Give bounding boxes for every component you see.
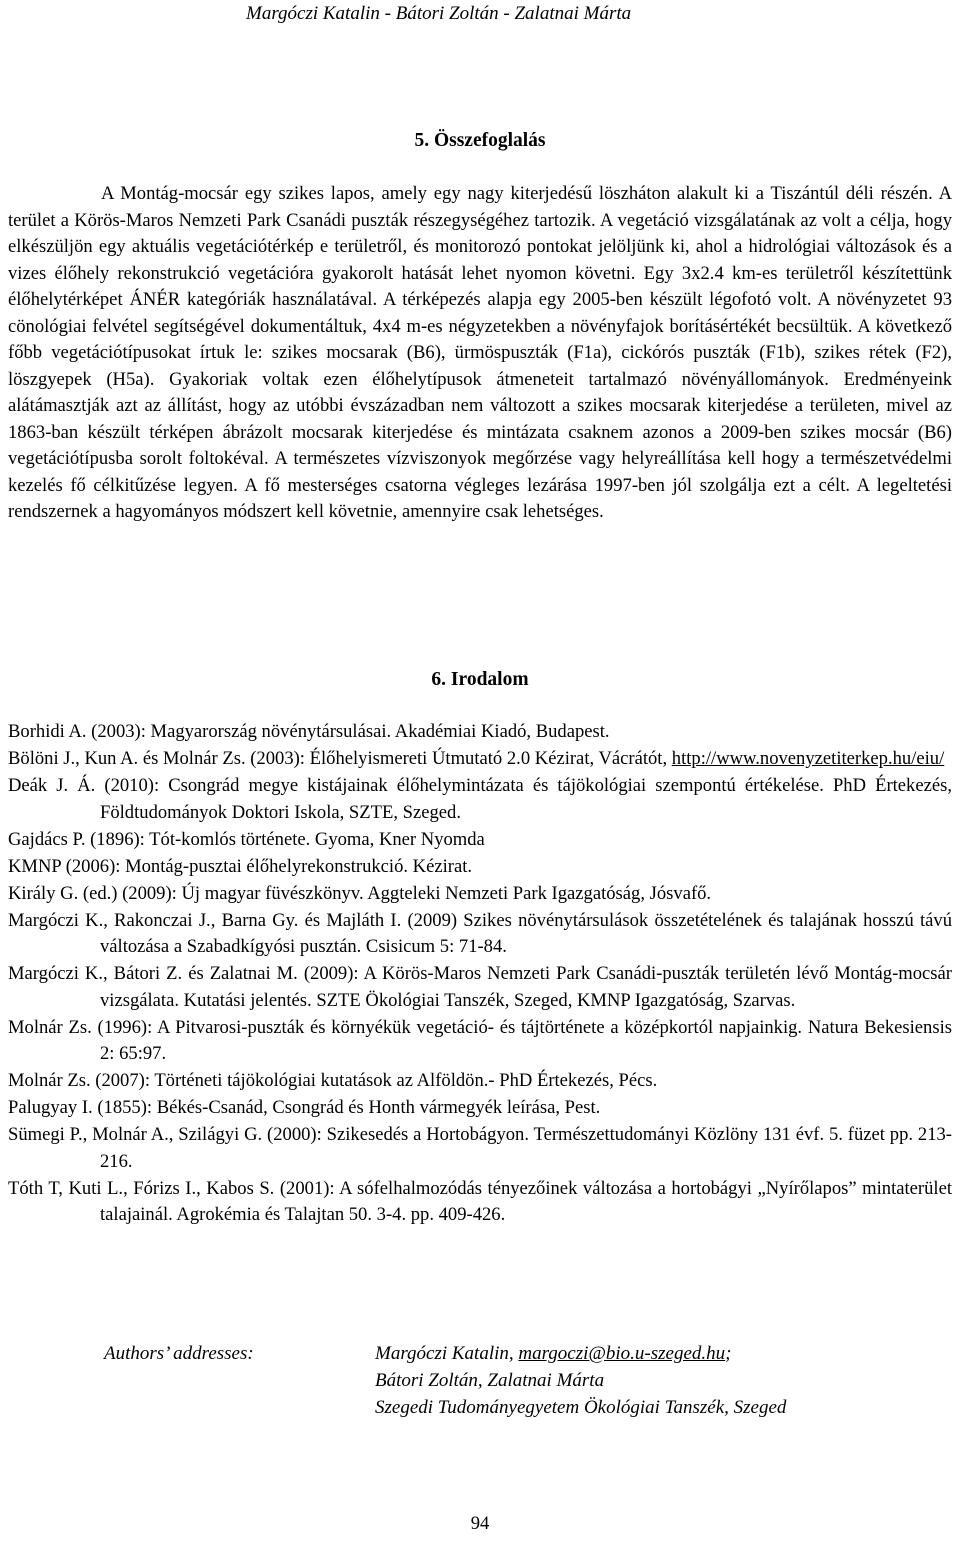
reference-item xyxy=(8,827,952,854)
email-link[interactable]: margoczi@bio.u-szeged.hu xyxy=(518,1343,726,1364)
page-number: 94 xyxy=(470,1513,490,1534)
reference-list xyxy=(8,719,952,1229)
reference-text: Margóczi K., Bátori Z. és Zalatnai M. (2009): A Körös-Maros Nemzeti Park Csanádi-puszták területén lévő Montág-mocsár vizsgálata. Kutatási jelentés. SZTE Ökológiai Tanszék, Szeged, KMNP Igazgatóság, Szarvas. xyxy=(8,963,952,1011)
reference-item xyxy=(8,1095,952,1122)
reference-item xyxy=(8,719,952,746)
reference-text: Gajdács P. (1896): Tót-komlós története. Gyoma, Kner Nyomda xyxy=(8,828,485,850)
reference-text: Király G. (ed.) (2009): Új magyar füvészkönyv. Aggteleki Nemzeti Park Igazgatóság, Jósvafő. xyxy=(8,882,712,904)
address-line-2: Bátori Zoltán, Zalatnai Márta xyxy=(375,1370,605,1391)
references-heading: 6. Irodalom xyxy=(431,669,529,690)
reference-item xyxy=(8,1122,952,1175)
reference-text: Borhidi A. (2003): Magyarország növénytársulásai. Akadémiai Kiadó, Budapest. xyxy=(8,721,610,742)
reference-text: Molnár Zs. (2007): Történeti tájökológiai kutatások az Alföldön.- PhD Értekezés, Pécs. xyxy=(8,1070,658,1091)
reference-item xyxy=(8,881,952,908)
reference-item xyxy=(8,908,952,961)
reference-item xyxy=(8,1068,952,1095)
reference-item xyxy=(8,961,952,1014)
address-line-3: Szegedi Tudományegyetem Ökológiai Tanszék, Szeged xyxy=(375,1397,787,1418)
addresses-block xyxy=(375,1340,955,1421)
reference-item xyxy=(8,773,952,826)
address-punctuation: ; xyxy=(725,1343,732,1364)
summary-heading: 5. Összefoglalás xyxy=(414,130,546,151)
reference-item xyxy=(8,746,952,773)
reference-link[interactable]: http://www.novenyzetiterkep.hu/eiu/ xyxy=(671,748,945,769)
summary-paragraph: A Montág-mocsár egy szikes lapos, amely egy nagy kiterjedésű löszháton alakult ki a Tiszántúl déli részén. A terület a Körös-Maros Nemzeti Park Csanádi puszták részegységéhez tartozik. A vegetáció vizsgálatának az volt a célja, hogy elkészüljön egy aktuális vegetációtérkép e területről, és monitorozó pontokat jelöljünk ki, ahol a hidrológiai változások és a vizes élőhely rekonstrukció vegetációra gyakorolt hatását lehet nyomon követni. Egy 3x2.4 km-es területről készítettünk élőhelytérképet ÁNÉR kategóriák használatával. A térképezés alapja egy 2005-ben készült légofotó volt. A növényzetet 93 cönológiai felvétel segítségével dokumentáltuk, 4x4 m-es négyzetekben a növényfajok borításértékét becsültük. A következő főbb vegetációtípusokat írtuk le: szikes mocsarak (B6), ürmöspuszták (F1a), cickórós puszták (F1b), szikes rétek (F2), löszgyepek (H5a). Gyakoriak voltak ezen élőhelytípusok átmeneteit tartalmazó növényállományok. Eredményeink alátámasztják azt az állítást, hogy az utóbbi évszázadban nem változott a szikes mocsarak kiterjedése a területen, mivel az 1863-ban készült térképen ábrázolt mocsarak kiterjedése és mintázata csaknem azonos a 2009-ben szikes mocsár (B6) vegetációtípusba sorolt foltokéval. A természetes vízviszonyok megőrzése vagy helyreállítása kell hogy a természetvédelmi kezelés fő célkitűzése legyen. A fő mesterséges csatorna végleges lezárása 1997-ben jól szolgálja ezt a célt. A legeltetési rendszernek a hagyományos módszert kell követnie, amennyire csak lehetséges. xyxy=(8,183,952,522)
reference-text: Margóczi K., Rakonczai J., Barna Gy. és Majláth I. (2009) Szikes növénytársulások összetételének és talajának hosszú távú változása a Szabadkígyósi pusztán. Csisicum 5: 71-84. xyxy=(8,909,952,957)
reference-text: Sümegi P., Molnár A., Szilágyi G. (2000): Szikesedés a Hortobágyon. Természettudományi Közlöny 131 évf. 5. füzet pp. 213-216. xyxy=(8,1124,952,1172)
reference-text: Deák J. Á. (2010): Csongrád megye kistájainak élőhelymintázata és tájökológiai szempontú értékelése. PhD Értekezés, Földtudományok Doktori Iskola, SZTE, Szeged. xyxy=(8,775,952,823)
running-header: Margóczi Katalin - Bátori Zoltán - Zalatnai Márta xyxy=(246,3,632,24)
reference-text: KMNP (2006): Montág-pusztai élőhelyrekonstrukció. Kézirat. xyxy=(8,855,473,877)
address-line-1 xyxy=(375,1340,955,1367)
addresses-label: Authors’ addresses: xyxy=(104,1343,254,1364)
reference-text: Bölöni J., Kun A. és Molnár Zs. (2003): Élőhelyismereti Útmutató 2.0 Kézirat, Vácrátót, xyxy=(8,748,668,769)
reference-text: Tóth T, Kuti L., Fórizs I., Kabos S. (2001): A sófelhalmozódás tényezőinek változása a hortobágyi „Nyírőlapos” mintaterület talajainál. Agrokémia és Talajtan 50. 3-4. pp. 409-426. xyxy=(8,1177,952,1225)
reference-item xyxy=(8,1015,952,1068)
reference-text: Palugyay I. (1855): Békés-Csanád, Csongrád és Honth vármegyék leírása, Pest. xyxy=(8,1097,601,1118)
reference-text: Molnár Zs. (1996): A Pitvarosi-puszták és környékük vegetáció- és tájtörténete a középkortól napjainkig. Natura Bekesiensis 2: 65:97. xyxy=(8,1016,952,1064)
reference-item xyxy=(8,854,952,881)
reference-item xyxy=(8,1176,952,1229)
author-name: Margóczi Katalin, xyxy=(375,1343,514,1364)
